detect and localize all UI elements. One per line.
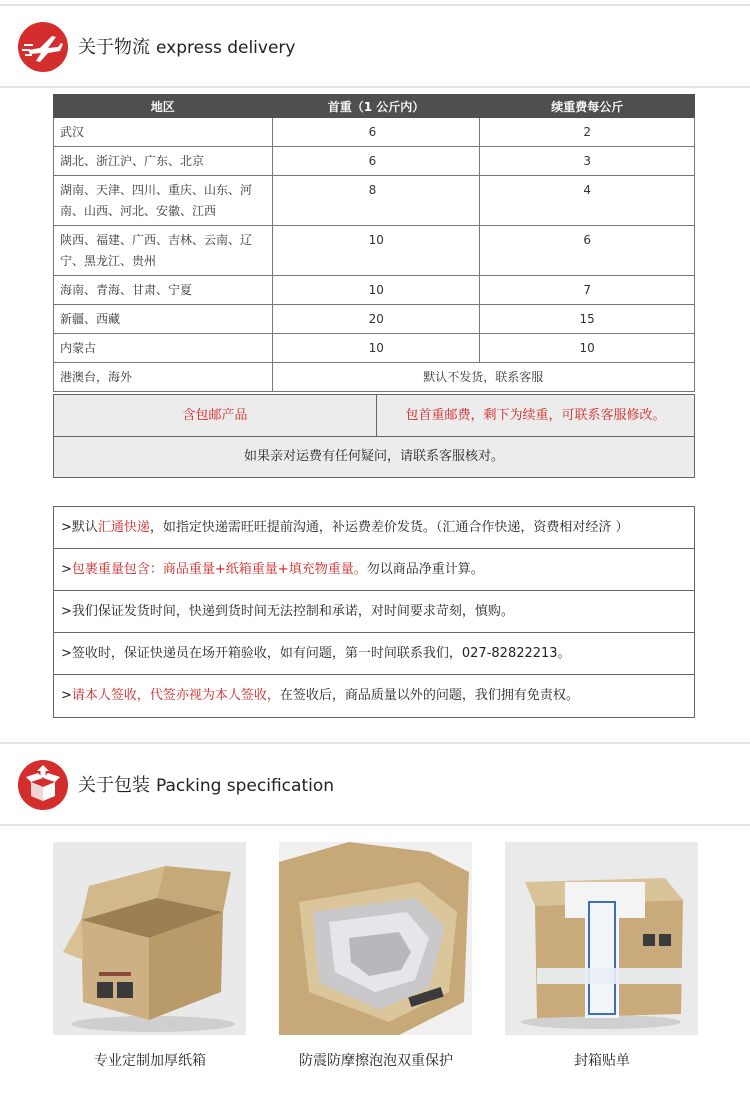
packing-caption: 专业定制加厚纸箱 bbox=[94, 1053, 206, 1069]
shipping-rates-table bbox=[53, 94, 695, 392]
bubble-wrap-photo bbox=[279, 842, 472, 1035]
policy-highlight: 包裹重量包含：商品重量+纸箱重量+填充物重量。 bbox=[71, 562, 367, 577]
table-row bbox=[54, 226, 695, 276]
policy-line: >签收时，保证快递员在场开箱验收，如有问题，第一时间联系我们，027-82822213。 bbox=[54, 633, 694, 675]
no-delivery-note: 默认不发货，联系客服 bbox=[272, 363, 694, 392]
table-row bbox=[54, 176, 695, 226]
table-row bbox=[54, 305, 695, 334]
delivery-title bbox=[78, 33, 295, 59]
first-weight-cell: 6 bbox=[272, 118, 480, 147]
region-cell: 港澳台，海外 bbox=[54, 363, 273, 392]
table-row bbox=[54, 363, 695, 392]
region-cell: 湖南、天津、四川、重庆、山东、河南、山西、河北、安徽、江西 bbox=[54, 176, 273, 226]
shipping-policy-box bbox=[53, 506, 695, 718]
packing-title-cn: 关于包装 bbox=[78, 775, 150, 796]
first-weight-cell: 10 bbox=[272, 276, 480, 305]
package-box-icon bbox=[18, 760, 68, 810]
free-shipping-note: 包首重邮费，剩下为续重，可联系客服修改。 bbox=[405, 408, 666, 423]
extra-weight-cell: 6 bbox=[480, 226, 695, 276]
policy-line bbox=[54, 507, 694, 549]
policy-highlight: 请本人签收，代签亦视为本人签收， bbox=[71, 688, 280, 703]
table-header-row bbox=[54, 95, 695, 118]
header-first-weight: 首重（1 公斤内） bbox=[272, 95, 480, 118]
delivery-title-cn: 关于物流 bbox=[78, 37, 150, 58]
packing-section-header bbox=[0, 742, 750, 826]
shipping-notice-box bbox=[53, 394, 695, 478]
extra-weight-cell: 15 bbox=[480, 305, 695, 334]
packing-caption: 封箱贴单 bbox=[574, 1053, 630, 1069]
notice-row bbox=[54, 395, 694, 437]
table-row bbox=[54, 276, 695, 305]
policy-text: >默认 bbox=[61, 520, 98, 535]
delivery-plane-icon bbox=[18, 22, 68, 72]
first-weight-cell: 10 bbox=[272, 334, 480, 363]
region-cell: 陕西、福建、广西、吉林、云南、辽宁、黑龙江、贵州 bbox=[54, 226, 273, 276]
first-weight-cell: 8 bbox=[272, 176, 480, 226]
extra-weight-cell: 4 bbox=[480, 176, 695, 226]
region-cell: 内蒙古 bbox=[54, 334, 273, 363]
region-cell: 武汉 bbox=[54, 118, 273, 147]
first-weight-cell: 10 bbox=[272, 226, 480, 276]
extra-weight-cell: 10 bbox=[480, 334, 695, 363]
table-row bbox=[54, 118, 695, 147]
policy-text: > bbox=[61, 688, 72, 703]
extra-weight-cell: 2 bbox=[480, 118, 695, 147]
thick-carton-photo bbox=[53, 842, 246, 1035]
table-row bbox=[54, 147, 695, 176]
free-shipping-label: 含包邮产品 bbox=[54, 395, 377, 436]
policy-text: ，如指定快递需旺旺提前沟通，补运费差价发货。（汇通合作快递，资费相对经济 ） bbox=[149, 520, 629, 535]
first-weight-cell: 20 bbox=[272, 305, 480, 334]
delivery-title-en: express delivery bbox=[156, 38, 296, 58]
delivery-section-header bbox=[0, 4, 750, 88]
policy-text: 勿以商品净重计算。 bbox=[366, 562, 484, 577]
header-extra-weight: 续重费每公斤 bbox=[480, 95, 695, 118]
header-region: 地区 bbox=[54, 95, 273, 118]
packing-caption: 防震防摩擦泡泡双重保护 bbox=[299, 1053, 453, 1069]
region-cell: 海南、青海、甘肃、宁夏 bbox=[54, 276, 273, 305]
table-row bbox=[54, 334, 695, 363]
policy-line bbox=[54, 549, 694, 591]
policy-line: >我们保证发货时间，快递到货时间无法控制和承诺，对时间要求苛刻，慎购。 bbox=[54, 591, 694, 633]
sealed-box-photo bbox=[505, 842, 698, 1035]
contact-service-note: 如果亲对运费有任何疑问，请联系客服核对。 bbox=[243, 449, 504, 464]
region-cell: 湖北、浙江沪、广东、北京 bbox=[54, 147, 273, 176]
packing-title-en: Packing specification bbox=[156, 776, 335, 796]
policy-text: 在签收后，商品质量以外的问题，我们拥有免责权。 bbox=[279, 688, 579, 703]
policy-highlight: 汇通快递 bbox=[97, 520, 150, 535]
region-cell: 新疆、西藏 bbox=[54, 305, 273, 334]
first-weight-cell: 6 bbox=[272, 147, 480, 176]
policy-text: > bbox=[61, 562, 72, 577]
policy-line bbox=[54, 675, 694, 717]
extra-weight-cell: 3 bbox=[480, 147, 695, 176]
packing-title bbox=[78, 771, 334, 797]
extra-weight-cell: 7 bbox=[480, 276, 695, 305]
